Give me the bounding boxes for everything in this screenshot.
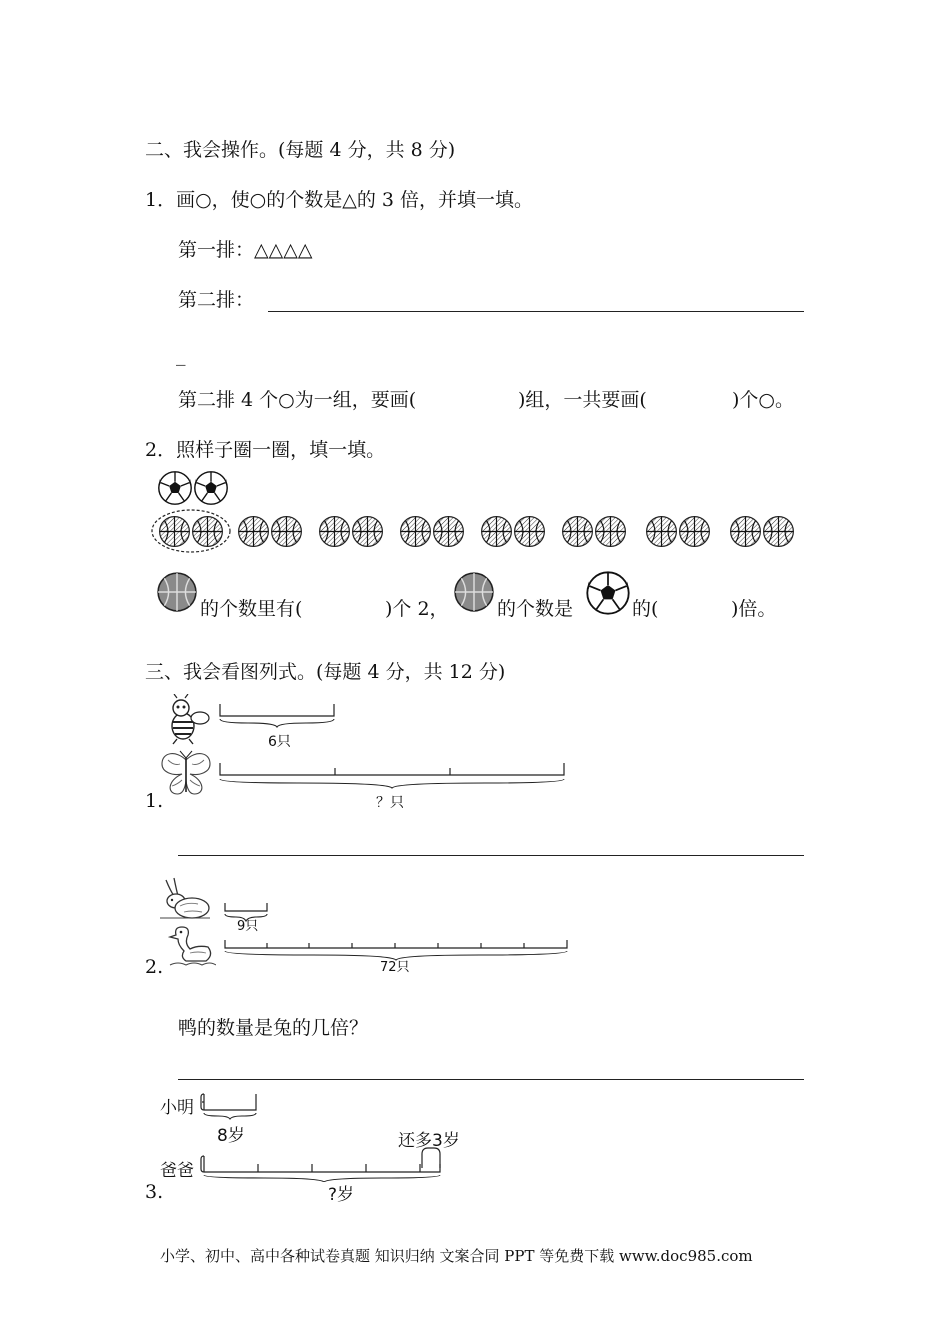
basketball-icon <box>351 515 384 548</box>
duck-icon <box>168 923 216 969</box>
xiaoming-age-label: 8岁 <box>217 1126 245 1146</box>
q2-text-a: 的个数里有( <box>200 598 303 620</box>
extra-label: 还多3岁 <box>398 1131 460 1151</box>
xiaoming-label: 小明 <box>160 1098 194 1118</box>
basketball-icon <box>156 571 198 613</box>
section-3-heading: 三、我会看图列式。(每题 4 分，共 12 分) <box>145 661 506 683</box>
basketball-icon <box>237 515 270 548</box>
soccer-ball-icon <box>193 470 229 506</box>
butterfly-icon <box>158 750 214 798</box>
fill-text-a: 第二排 4 个○为一组，要画( <box>178 389 417 411</box>
baba-age-label: ?岁 <box>328 1185 355 1205</box>
duck-label: 72只 <box>380 960 410 975</box>
section-3-q3-number: 3. <box>145 1181 164 1203</box>
basketball-icon <box>513 515 546 548</box>
baba-label: 爸爸 <box>160 1161 194 1181</box>
section-3-q2-number: 2. <box>145 956 164 978</box>
basketball-icon <box>158 515 191 548</box>
basketball-icon <box>594 515 627 548</box>
q2-text-c: 的个数是 <box>497 598 574 620</box>
rabbit-icon <box>158 876 212 920</box>
basketball-icon <box>191 515 224 548</box>
soccer-ball-icon <box>585 570 631 616</box>
question-2-prompt: 2．照样子圈一圈，填一填。 <box>145 439 386 461</box>
q2-answer-line[interactable] <box>178 1079 804 1080</box>
baba-brace <box>200 1152 446 1182</box>
bee-brace <box>218 702 340 728</box>
butterfly-brace <box>218 761 568 789</box>
row-1-triangles: 第一排：△△△△ <box>178 239 313 261</box>
butterfly-label: ？只 <box>376 795 404 811</box>
row-2-answer-line[interactable] <box>268 311 804 312</box>
q2-text-b: )个 2， <box>385 598 449 620</box>
q1-answer-line[interactable] <box>178 855 804 856</box>
row-2-dash: _ <box>176 344 186 366</box>
section-2-heading: 二、我会操作。(每题 4 分，共 8 分) <box>145 139 456 161</box>
basketball-icon <box>318 515 351 548</box>
basketball-icon <box>762 515 795 548</box>
basketball-icon <box>432 515 465 548</box>
basketball-icon <box>480 515 513 548</box>
basketball-icon <box>729 515 762 548</box>
question-1-prompt: 1．画○，使○的个数是△的 3 倍，并填一填。 <box>145 189 534 211</box>
fill-text-c: )个○。 <box>732 389 794 411</box>
bee-label: 6只 <box>268 734 291 750</box>
q2-text-e: )倍。 <box>731 598 777 620</box>
q2-text-d: 的( <box>632 598 659 620</box>
xiaoming-brace <box>200 1092 262 1120</box>
section-3-q1-number: 1. <box>145 790 164 812</box>
basketball-icon <box>453 571 495 613</box>
basketball-icon <box>678 515 711 548</box>
q2-question: 鸭的数量是兔的几倍？ <box>178 1017 369 1039</box>
basketball-icon <box>399 515 432 548</box>
basketball-icon <box>645 515 678 548</box>
footer-text: 小学、初中、高中各种试卷真题 知识归纳 文案合同 PPT 等免费下载 www.doc985.com <box>160 1247 753 1265</box>
row-2-label: 第二排： <box>178 289 255 311</box>
fill-text-b: )组，一共要画( <box>518 389 647 411</box>
basketball-icon <box>561 515 594 548</box>
rabbit-label: 9只 <box>237 919 259 934</box>
basketball-icon <box>270 515 303 548</box>
soccer-ball-icon <box>157 470 193 506</box>
bee-icon <box>163 694 211 746</box>
